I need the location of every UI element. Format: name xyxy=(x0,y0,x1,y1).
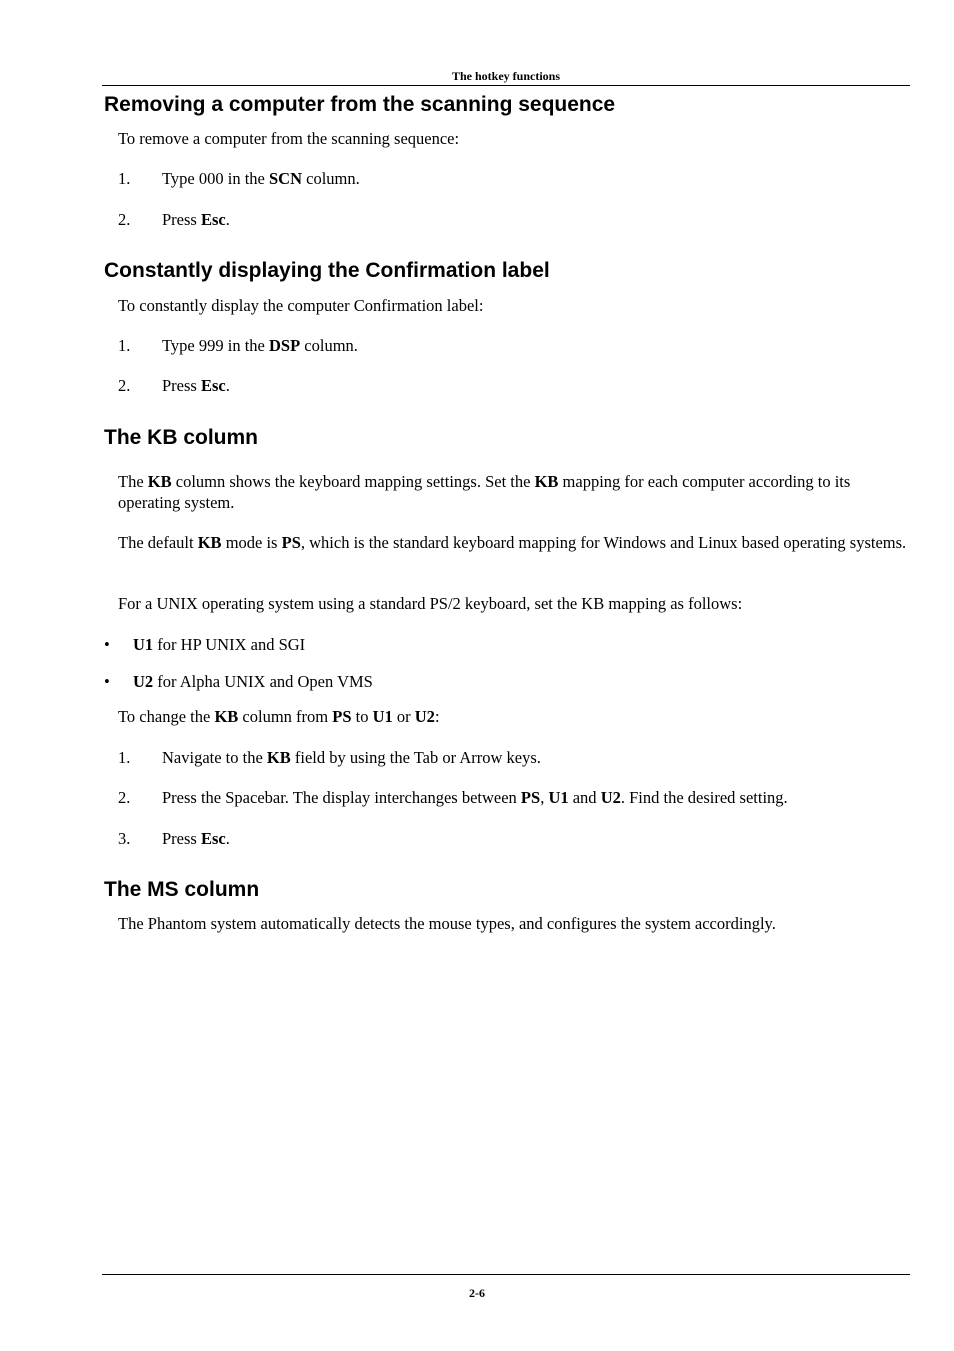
heading-removing-computer: Removing a computer from the scanning sequence xyxy=(104,93,616,116)
kb-paragraph-3: For a UNIX operating system using a standard PS/2 keyboard, set the KB mapping as follows: xyxy=(118,594,743,613)
scn-step-1: Type 000 in the SCN column. xyxy=(162,169,360,188)
heading-confirmation-label: Constantly displaying the Confirmation label xyxy=(104,259,550,282)
page-number: 2-6 xyxy=(469,1286,485,1300)
scn-step-1-number: 1. xyxy=(118,169,131,188)
bullet-icon: • xyxy=(104,635,110,654)
dsp-step-2: Press Esc. xyxy=(162,376,230,395)
kb-paragraph-1: The KB column shows the keyboard mapping settings. Set the KB mapping for each computer according to its operating system. xyxy=(118,472,851,512)
kb-step-1: Navigate to the KB field by using the Tab or Arrow keys. xyxy=(162,748,541,767)
scn-intro: To remove a computer from the scanning sequence: xyxy=(118,129,460,148)
kb-paragraph-2: The default KB mode is PS, which is the standard keyboard mapping for Windows and Linux based operating systems. xyxy=(118,533,907,552)
kb-step-2-number: 2. xyxy=(118,788,131,807)
heading-kb-column: The KB column xyxy=(104,426,259,449)
kb-step-3: Press Esc. xyxy=(162,829,230,848)
dsp-step-2-number: 2. xyxy=(118,376,131,395)
scn-step-2-number: 2. xyxy=(118,210,131,229)
scn-step-2: Press Esc. xyxy=(162,210,230,229)
dsp-intro: To constantly display the computer Confirmation label: xyxy=(118,296,484,315)
running-header: The hotkey functions xyxy=(451,69,561,83)
ms-paragraph-1: The Phantom system automatically detects the mouse types, and configures the system accordingly. xyxy=(118,914,776,933)
dsp-step-1: Type 999 in the DSP column. xyxy=(162,336,358,355)
kb-paragraph-4: To change the KB column from PS to U1 or U2: xyxy=(118,707,440,726)
kb-bullet-u1: U1 for HP UNIX and SGI xyxy=(133,635,306,654)
kb-step-3-number: 3. xyxy=(118,829,131,848)
heading-ms-column: The MS column xyxy=(104,878,260,901)
header-rule xyxy=(102,85,910,86)
bullet-icon: • xyxy=(104,672,110,691)
kb-step-2: Press the Spacebar. The display interchanges between PS, U1 and U2. Find the desired setting. xyxy=(162,788,788,807)
footer-rule xyxy=(102,1274,910,1275)
kb-step-1-number: 1. xyxy=(118,748,131,767)
dsp-step-1-number: 1. xyxy=(118,336,131,355)
kb-bullet-u2: U2 for Alpha UNIX and Open VMS xyxy=(133,672,373,691)
